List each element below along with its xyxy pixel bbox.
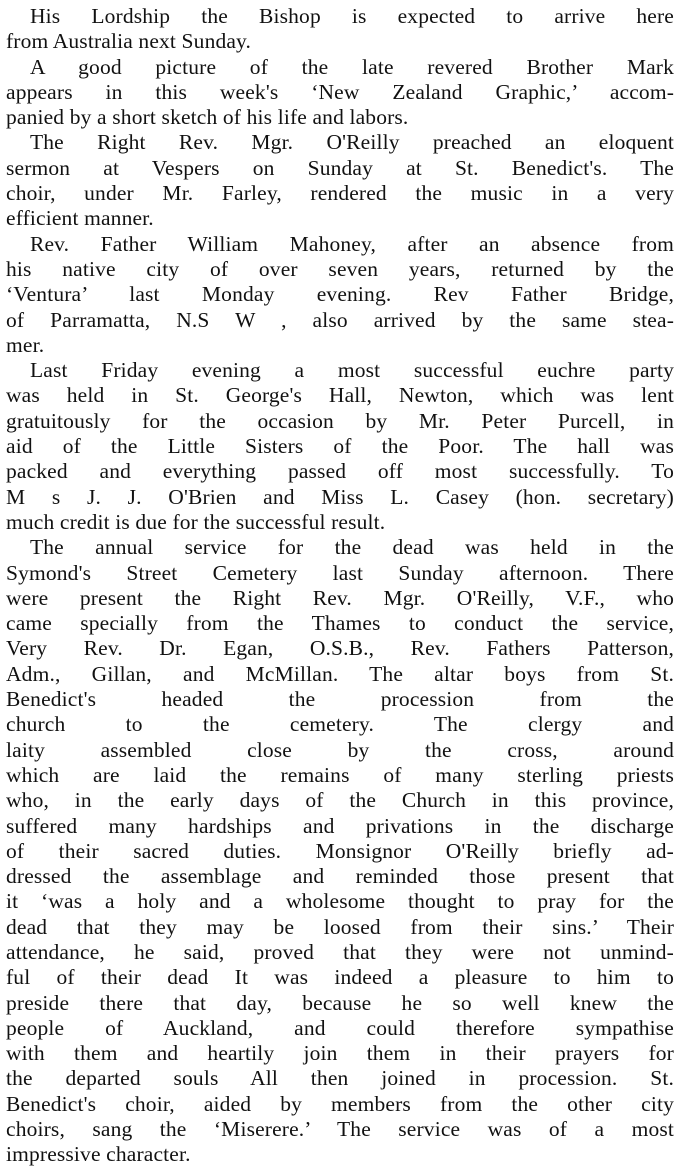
text-line: choirs, sang the ‘Miserere.’ The service was of a most [6, 1117, 674, 1142]
text-line: suffered many hardships and privations in the discharge [6, 813, 674, 838]
text-line: dressed the assemblage and reminded those present that [6, 864, 674, 889]
text-line: attendance, he said, proved that they were not unmind- [6, 939, 674, 964]
text-line: from Australia next Sunday. [6, 29, 252, 54]
text-line: The annual service for the dead was held in the [30, 535, 674, 560]
text-line: dead that they may be loosed from their sins.’ Their [6, 914, 674, 939]
text-line: came specially from the Thames to conduct the service, [6, 611, 674, 636]
text-line: with them and heartily join them in their prayers for [6, 1041, 674, 1066]
text-line: much credit is due for the successful result. [6, 509, 386, 534]
text-line: choir, under Mr. Farley, rendered the music in a very [6, 181, 674, 206]
text-line: Benedict's headed the procession from the [6, 687, 674, 712]
text-line: packed and everything passed off most successfully. To [6, 459, 674, 484]
text-line: ful of their dead It was indeed a pleasure to him to [6, 965, 674, 990]
text-line: preside there that day, because he so well knew the [6, 990, 674, 1015]
text-line: Symond's Street Cemetery last Sunday afternoon. There [6, 560, 674, 585]
text-line: was held in St. George's Hall, Newton, which was lent [6, 383, 674, 408]
text-line: mer. [6, 332, 45, 357]
news-paragraph [6, 55, 674, 131]
text-line: his native city of over seven years, returned by the [6, 256, 674, 281]
text-line: panied by a short sketch of his life and labors. [6, 105, 409, 130]
news-paragraph [6, 130, 674, 231]
text-line: of Parramatta, N.S W , also arrived by the same stea- [6, 307, 674, 332]
text-line: the departed souls All then joined in procession. St. [6, 1066, 674, 1091]
text-line: impressive character. [6, 1142, 191, 1167]
text-line: sermon at Vespers on Sunday at St. Benedict's. The [6, 155, 674, 180]
news-paragraph [6, 358, 674, 535]
text-line: Benedict's choir, aided by members from the other city [6, 1091, 674, 1116]
text-line: who, in the early days of the Church in this province, [6, 788, 674, 813]
text-line: which are laid the remains of many sterling priests [6, 762, 674, 787]
text-line: gratuitously for the occasion by Mr. Peter Purcell, in [6, 408, 674, 433]
news-column [6, 4, 674, 1168]
text-line: His Lordship the Bishop is expected to arrive here [30, 4, 674, 28]
text-line: M s J. J. O'Brien and Miss L. Casey (hon. secretary) [6, 484, 674, 509]
text-line: Last Friday evening a most successful euchre party [30, 358, 674, 383]
text-line: of their sacred duties. Monsignor O'Reilly briefly ad- [6, 838, 674, 863]
text-line: aid of the Little Sisters of the Poor. The hall was [6, 434, 674, 459]
text-line: laity assembled close by the cross, around [6, 737, 674, 762]
text-line: efficient manner. [6, 206, 154, 231]
text-line: church to the cemetery. The clergy and [6, 712, 674, 737]
text-line: people of Auckland, and could therefore sympathise [6, 1015, 674, 1040]
text-line: A good picture of the late revered Brother Mark [30, 54, 674, 79]
text-line: it ‘was a holy and a wholesome thought to pray for the [6, 889, 674, 914]
text-line: Rev. Father William Mahoney, after an absence from [30, 231, 674, 256]
news-paragraph [6, 4, 674, 55]
text-line: appears in this week's ‘New Zealand Graphic,’ accom- [6, 79, 674, 104]
text-line: Very Rev. Dr. Egan, O.S.B., Rev. Fathers Patterson, [6, 636, 674, 661]
text-line: were present the Right Rev. Mgr. O'Reilly, V.F., who [6, 585, 674, 610]
news-paragraph [6, 232, 674, 358]
text-line: ‘Ventura’ last Monday evening. Rev Father Bridge, [6, 282, 674, 307]
text-line: Adm., Gillan, and McMillan. The altar boys from St. [6, 661, 674, 686]
text-line: The Right Rev. Mgr. O'Reilly preached an eloquent [30, 130, 674, 155]
news-paragraph [6, 535, 674, 1167]
